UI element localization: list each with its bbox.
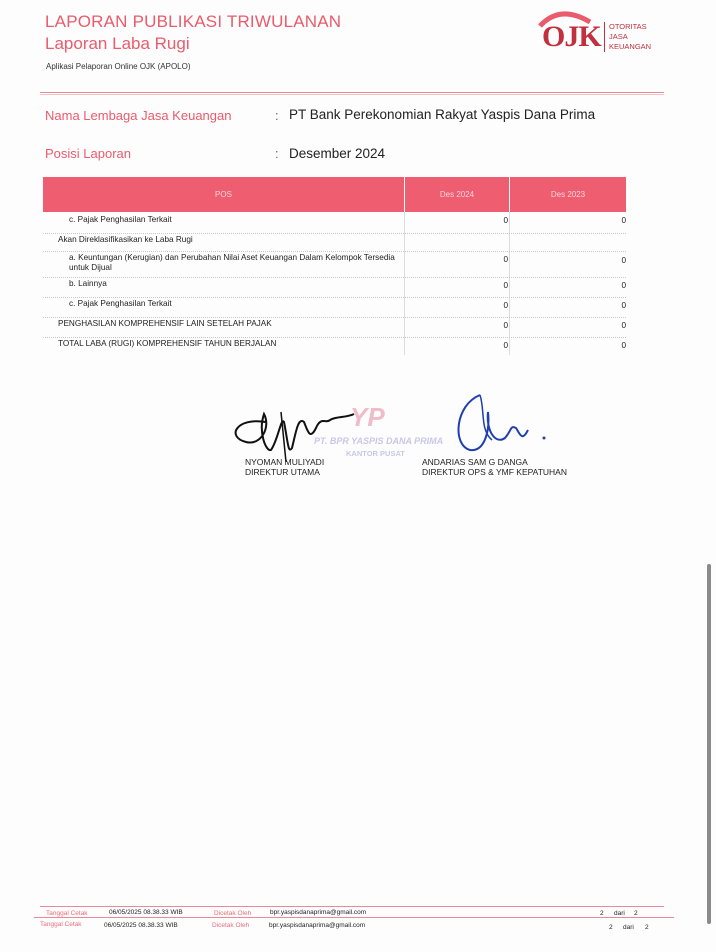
position-value: Desember 2024 bbox=[289, 146, 386, 161]
signatory-right-name: ANDARIAS SAM G DANGA bbox=[422, 457, 528, 467]
logo-divider bbox=[604, 22, 605, 52]
footer-print-date-label: Tanggal Cetak bbox=[40, 921, 82, 928]
footer-printed-by: bpr.yaspisdanaprima@gmail.com bbox=[270, 909, 367, 916]
ojk-logo bbox=[538, 6, 668, 56]
signature-left-icon bbox=[226, 402, 356, 464]
position-label: Posisi Laporan bbox=[45, 146, 131, 161]
position-colon: : bbox=[275, 146, 279, 161]
institution-value: PT Bank Perekonomian Rakyat Yaspis Dana Prima bbox=[289, 107, 596, 122]
footer-print-date-label: Tanggal Cetak bbox=[46, 910, 88, 917]
footer-total: 2 bbox=[645, 924, 649, 931]
institution-label: Nama Lembaga Jasa Keuangan bbox=[45, 108, 232, 123]
signatory-right-title: DIREKTUR OPS & YMF KEPATUHAN bbox=[422, 467, 567, 477]
footer-page: 2 bbox=[609, 924, 613, 931]
signature-right-icon bbox=[450, 390, 560, 460]
header-rule-shadow bbox=[40, 94, 664, 95]
footer-print-date: 06/05/2025 08.38.33 WIB bbox=[109, 909, 183, 916]
report-title: LAPORAN PUBLIKASI TRIWULANAN bbox=[45, 12, 342, 31]
table-row: a. Keuntungan (Kerugian) dan Perubahan Nilai Aset Keuangan Dalam Kelompok Tersedia untuk Dijual 0 0 bbox=[43, 252, 626, 278]
table-header-col1: Des 2024 bbox=[405, 177, 509, 212]
logo-org-text: OTORITAS JASA KEUANGAN bbox=[609, 22, 652, 51]
footer-rule bbox=[34, 917, 674, 918]
logo-ojk-text: OJK bbox=[542, 20, 601, 53]
table-row: TOTAL LABA (RUGI) KOMPREHENSIF TAHUN BERJALAN 0 0 bbox=[58, 339, 626, 350]
institution-colon: : bbox=[275, 108, 279, 123]
table-row: PENGHASILAN KOMPREHENSIF LAIN SETELAH PAJAK 0 0 bbox=[43, 318, 626, 338]
footer-rule bbox=[40, 906, 664, 907]
footer-page: 2 bbox=[600, 910, 604, 917]
signatory-right bbox=[422, 457, 567, 477]
header-rule bbox=[40, 92, 664, 93]
table-row: c. Pajak Penghasilan Terkait 0 0 bbox=[43, 298, 626, 318]
signatory-left-title: DIREKTUR UTAMA bbox=[245, 467, 320, 477]
footer-print-date: 06/05/2025 08.38.33 WIB bbox=[104, 922, 178, 929]
table-row: c. Pajak Penghasilan Terkait 0 0 bbox=[43, 213, 626, 234]
stamp-logo: YP bbox=[350, 402, 385, 432]
footer-printed-by-label: Dicetak Oleh bbox=[214, 910, 252, 917]
footer-of: dari bbox=[623, 924, 634, 931]
table-row: b. Lainnya 0 0 bbox=[43, 278, 626, 298]
signatory-left bbox=[245, 457, 324, 477]
report-subtitle: Laporan Laba Rugi bbox=[45, 34, 190, 53]
scrollbar[interactable] bbox=[707, 564, 711, 924]
stamp-office: KANTOR PUSAT bbox=[346, 449, 405, 458]
stamp-company: PT. BPR YASPIS DANA PRIMA bbox=[314, 436, 444, 446]
app-name: Aplikasi Pelaporan Online OJK (APOLO) bbox=[46, 62, 191, 71]
table-row: Akan Direklasifikasikan ke Laba Rugi bbox=[43, 234, 626, 252]
footer-printed-by-label: Dicetak Oleh bbox=[212, 922, 250, 929]
signatory-left-name: NYOMAN MULIYADI bbox=[245, 457, 325, 467]
footer-of: dari bbox=[614, 910, 625, 917]
table-header-pos: POS bbox=[43, 177, 404, 212]
footer-total: 2 bbox=[634, 910, 638, 917]
table-header-col2: Des 2023 bbox=[510, 177, 626, 212]
footer-printed-by: bpr.yaspisdanaprima@gmail.com bbox=[269, 922, 366, 929]
